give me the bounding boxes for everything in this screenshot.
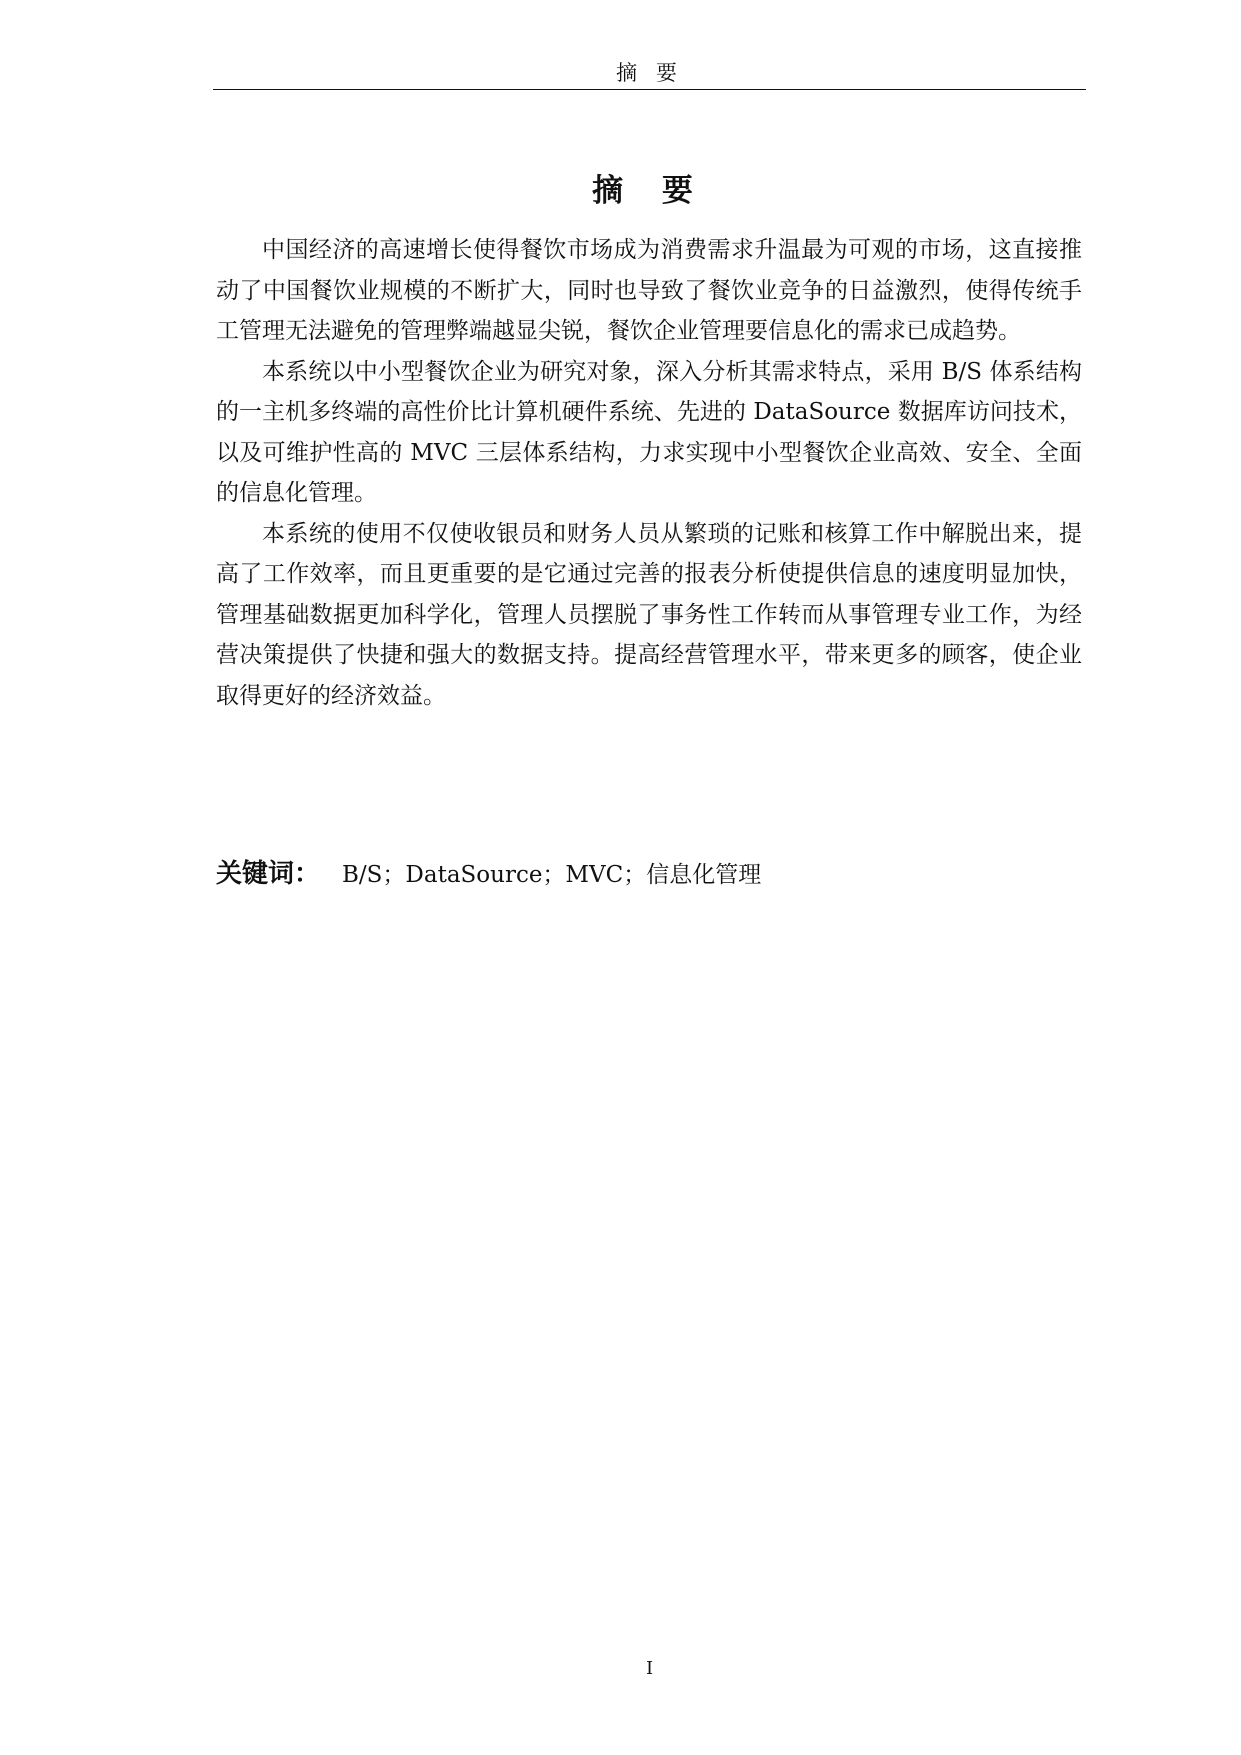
keywords-text: B/S；DataSource；MVC；信息化管理 [342,862,762,888]
header-rule [213,89,1086,90]
keywords-label: 关键词： [216,859,321,889]
abstract-paragraph: 中国经济的高速增长使得餐饮市场成为消费需求升温最为可观的市场，这直接推动了中国餐饮业规模的不断扩大，同时也导致了餐饮业竞争的日益激烈，使得传统手工管理无法避免的管理弊端越显尖锐，餐饮企业管理要信息化的需求已成趋势。 [216,237,1082,344]
keywords [216,853,1082,890]
page-number: I [645,1658,654,1679]
abstract-paragraph: 本系统以中小型餐饮企业为研究对象，深入分析其需求特点，采用 B/S 体系结构的一主机多终端的高性价比计算机硬件系统、先进的 DataSource 数据库访问技术，以及可维护性高的 MVC 三层体系结构，力求实现中小型餐饮企业高效、安全、全面的信息化管理。 [216,358,1082,506]
abstract-paragraph: 本系统的使用不仅使收银员和财务人员从繁琐的记账和核算工作中解脱出来，提高了工作效率，而且更重要的是它通过完善的报表分析使提供信息的速度明显加快，管理基础数据更加科学化，管理人员摆脱了事务性工作转而从事管理专业工作，为经营决策提供了快捷和强大的数据支持。提高经营管理水平，带来更多的顾客，使企业取得更好的经济效益。 [216,520,1082,709]
running-header: 摘 要 [616,61,683,85]
abstract-body [216,230,1082,716]
page-title: 摘 要 [592,172,707,209]
